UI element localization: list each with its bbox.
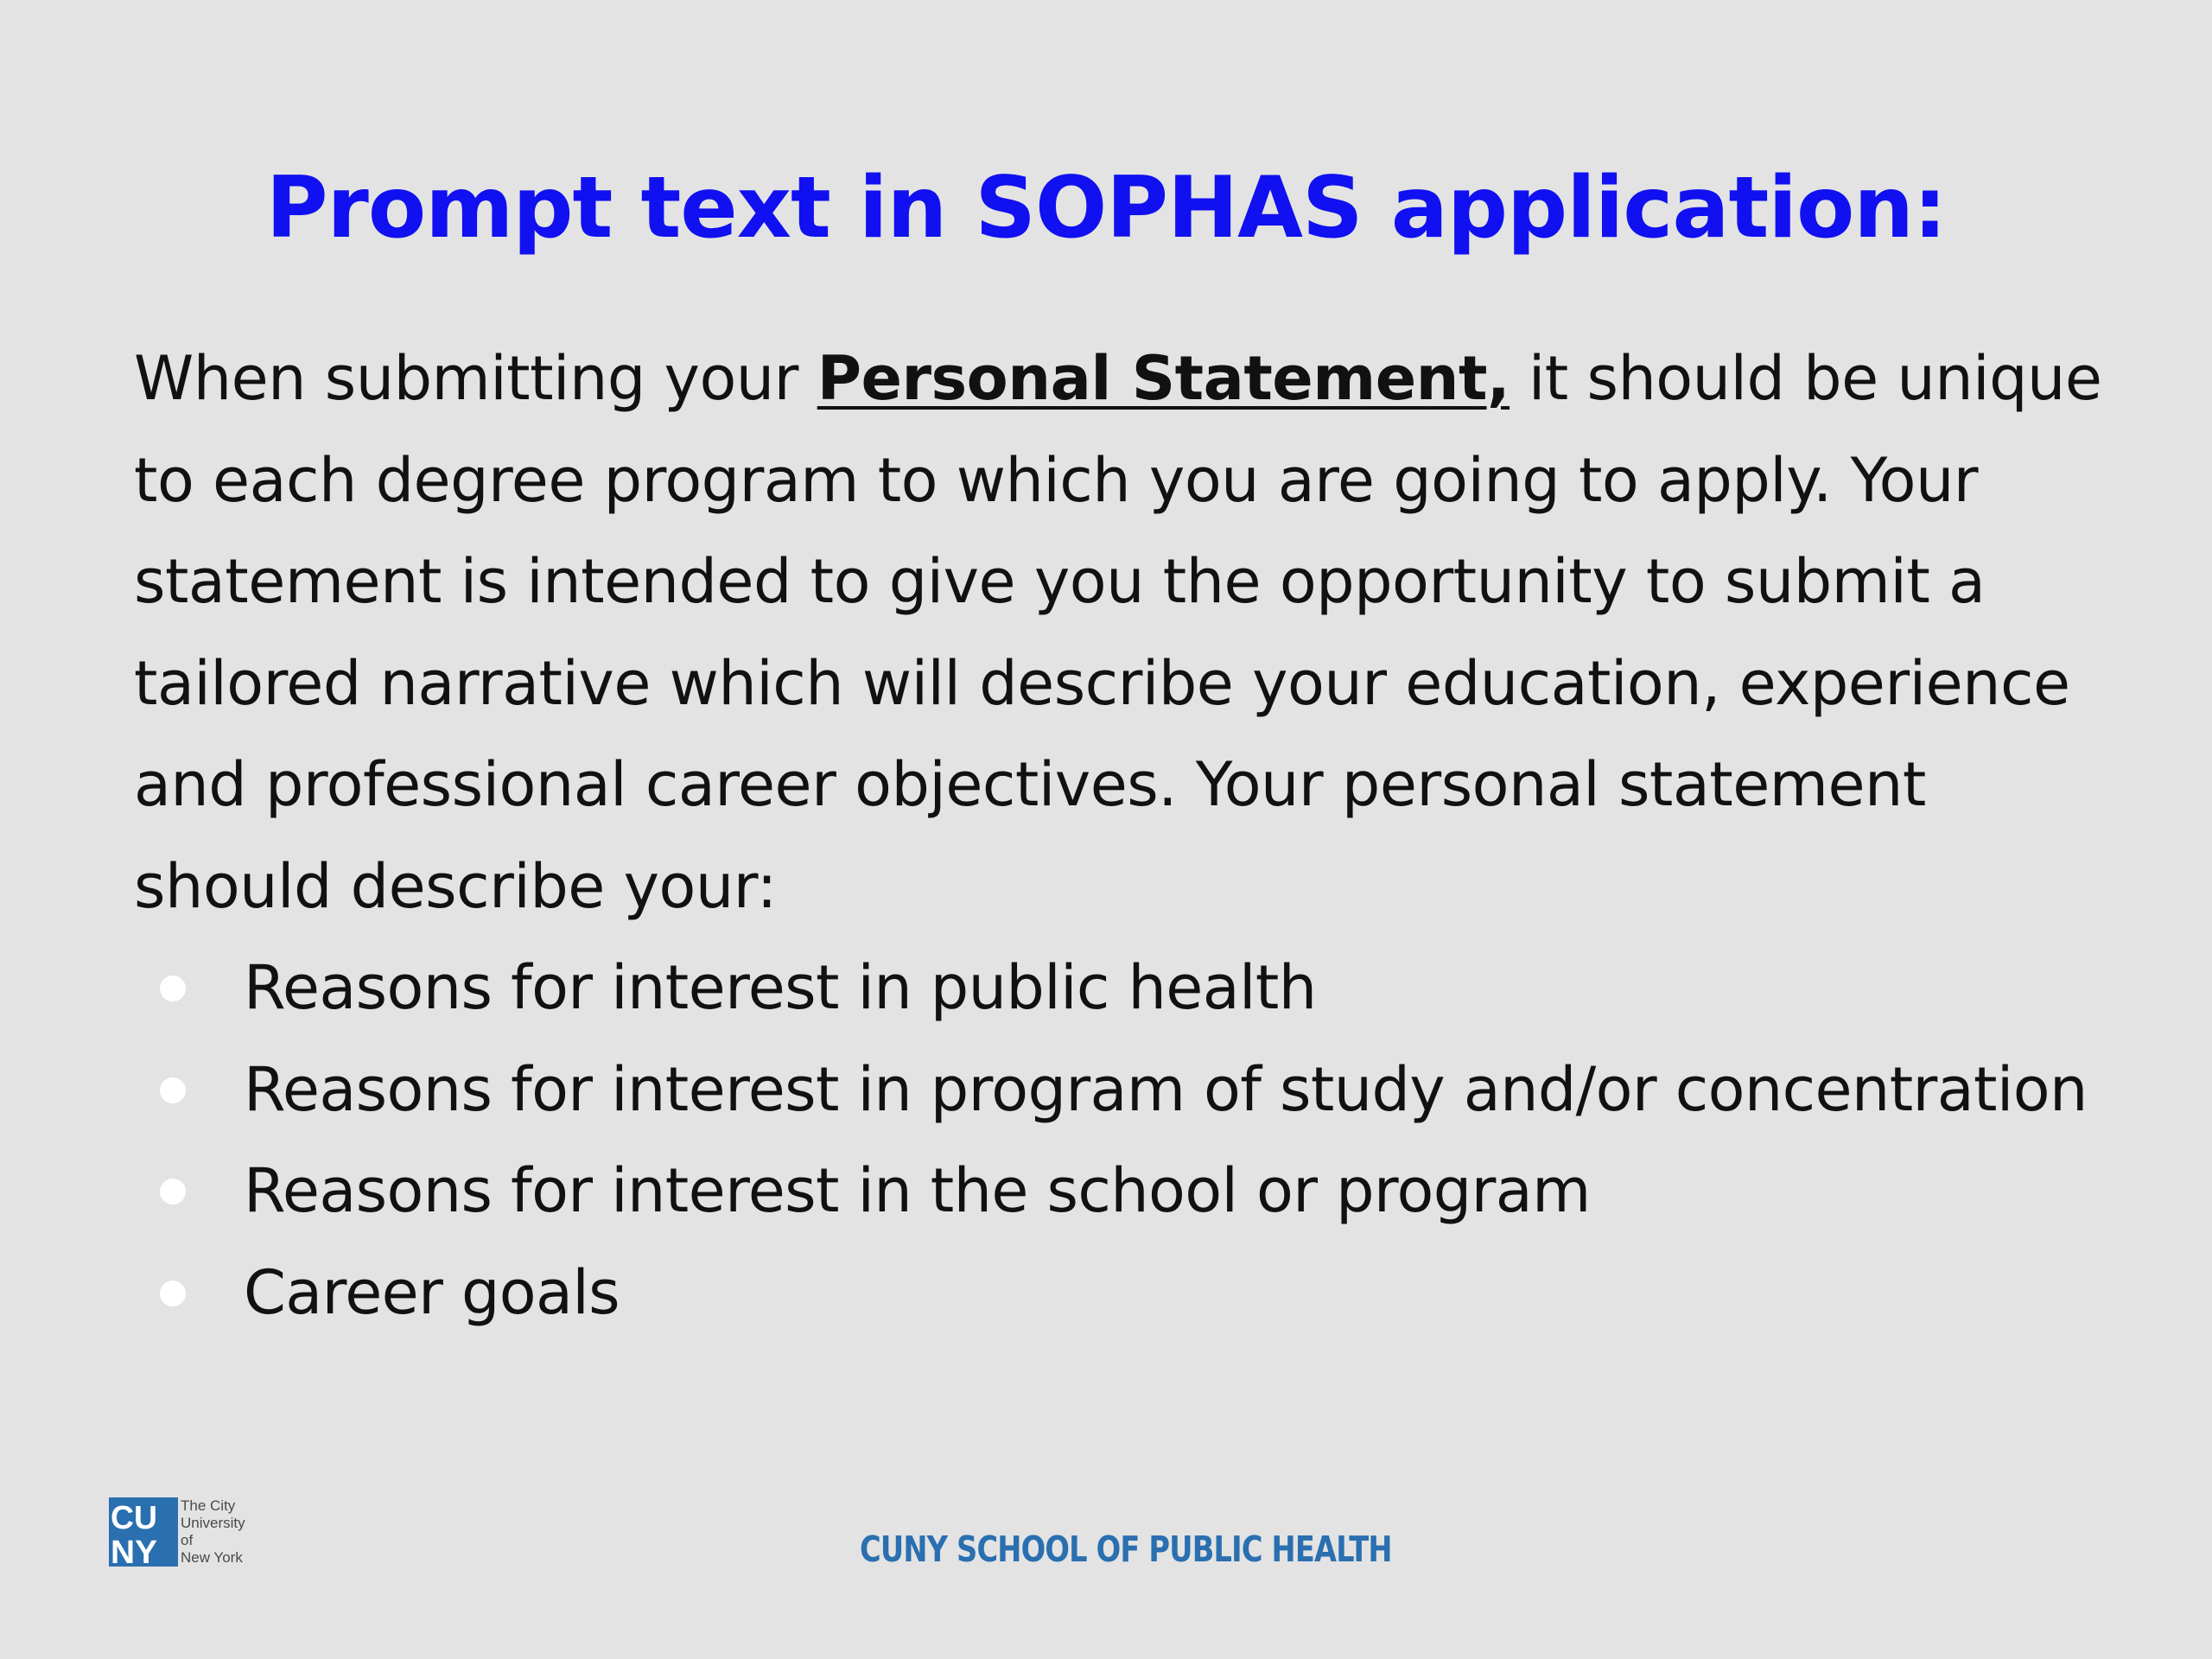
list-item [134, 1141, 2173, 1243]
list-item [134, 938, 2173, 1039]
logo-text-line: University [181, 1515, 245, 1531]
list-item [134, 1039, 2173, 1141]
list-item-text: Reasons for interest in the school or program [244, 1155, 1591, 1227]
bullet-icon [160, 1179, 186, 1205]
prompt-rest: it should be unique to each degree program to which you are going to apply. Your statement is intended to give you the opportunity to submit a tailored narrative which will describe your education, experience and professional career objectives. Your personal statement should describe your: [134, 343, 2102, 922]
prompt-intro: When submitting your [134, 343, 817, 414]
logo-mark-bottom: NY [111, 1535, 157, 1567]
logo-wordmark [181, 1497, 267, 1567]
logo-text-line: The City [181, 1497, 236, 1514]
list-item-text: Career goals [244, 1256, 620, 1328]
school-name-footer: CUNY SCHOOL OF PUBLIC HEALTH [860, 1529, 1392, 1570]
cuny-logo-icon [109, 1497, 178, 1567]
list-item-text: Reasons for interest in public health [244, 952, 1317, 1023]
logo-mark-top: CU [111, 1500, 157, 1536]
list-item-text: Reasons for interest in program of study and/or concentration [244, 1053, 2088, 1125]
list-item [134, 1243, 2173, 1344]
bullet-icon [160, 1077, 186, 1103]
slide-title: Prompt text in SOPHAS application: [265, 159, 1947, 257]
logo-text-line: New York [181, 1549, 243, 1566]
logo-text-line: of [181, 1532, 194, 1548]
bullet-icon [160, 1281, 186, 1306]
requirements-list [134, 938, 2173, 1344]
bullet-icon [160, 976, 186, 1001]
personal-statement-emphasis: Personal Statement, [817, 343, 1510, 414]
cuny-logo [109, 1497, 256, 1567]
prompt-paragraph [134, 328, 2139, 938]
